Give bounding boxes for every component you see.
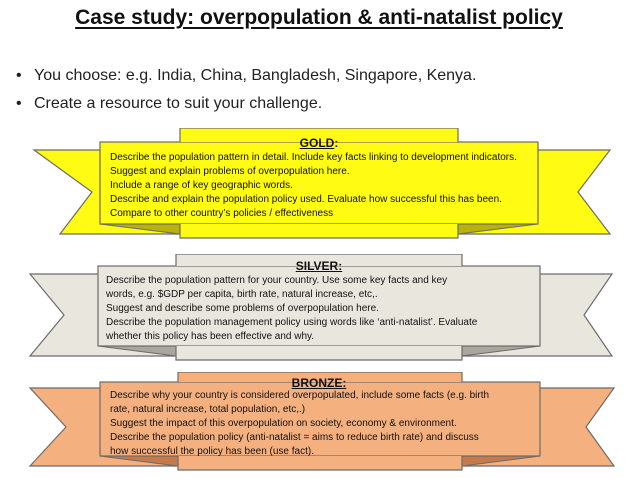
gold-description [110,151,517,221]
instruction-item: • Create a resource to suit your challenge. [14,94,476,122]
ribbon-center-bottom [180,224,458,238]
gold-banner [0,128,638,248]
silver-line: Describe the population pattern for your country. Use some key facts and key [106,275,448,286]
silver-line: Describe the population management policy using words like ‘anti-natalist’. Evaluate [106,317,478,328]
silver-line: whether this policy has been effective and why. [106,331,315,342]
bronze-description [110,389,489,459]
silver-heading: SILVER: [295,259,343,273]
bronze-heading: BRONZE: [291,376,347,390]
gold-line: Include a range of key geographic words. [110,180,293,191]
bronze-line: Suggest the impact of this overpopulation on society, economy & environment. [110,418,457,429]
slide-title: Case study: overpopulation & anti-natalist policy [75,6,563,29]
instruction-list [14,66,476,122]
bronze-banner [0,372,638,476]
bronze-line: rate, natural increase, total population, etc,.) [110,404,306,415]
gold-line: Describe the population pattern in detail. Include key facts linking to development indicators. [110,152,517,163]
silver-line: words, e.g. $GDP per capita, birth rate, natural increase, etc,. [106,289,378,300]
bronze-line: Describe why your country is considered overpopulated, include some facts (e.g. birth [110,390,490,401]
ribbon-center-bottom [176,346,462,360]
gold-line: Suggest and explain problems of overpopulation here. [110,166,350,177]
silver-banner [0,254,638,368]
gold-heading: GOLD: [299,136,339,150]
gold-line: Describe and explain the population policy used. Evaluate how successful this has been. [110,194,502,205]
bronze-line: how successful the policy has been (use fact). [110,446,314,457]
gold-line: Compare to other country’s policies / effectiveness [110,208,334,219]
silver-description [106,274,477,344]
silver-line: Suggest and describe some problems of overpopulation here. [106,303,379,314]
instruction-item: • You choose: e.g. India, China, Bangladesh, Singapore, Kenya. [14,66,476,94]
bronze-line: Describe the population policy (anti-natalist = aims to reduce birth rate) and discuss [110,432,479,443]
